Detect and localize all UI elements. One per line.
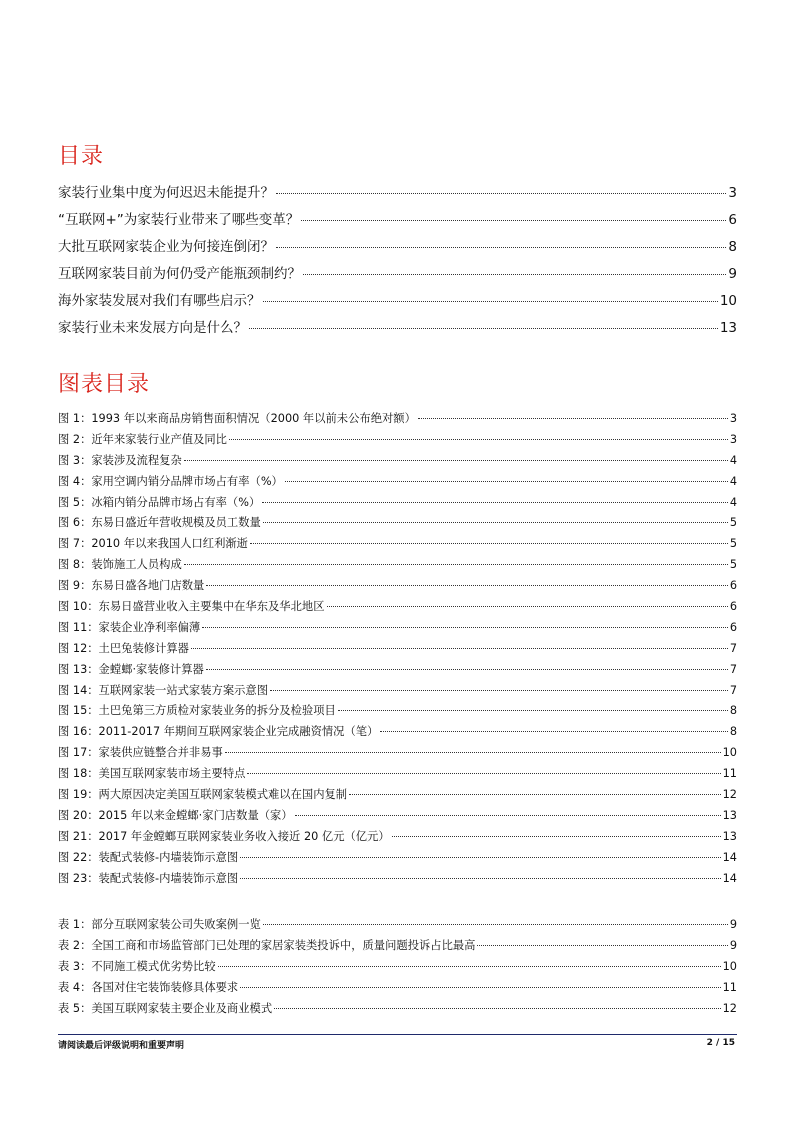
dot-leader (225, 752, 721, 753)
figure-entry[interactable] (58, 661, 737, 682)
figure-entry-text: 图 14：互联网家装一站式家装方案示意图 (58, 683, 269, 697)
figure-entry-text: 图 13：金螳螂·家装修计算器 (58, 662, 204, 676)
table-entry-text: 表 5：美国互联网家装主要企业及商业模式 (58, 1001, 273, 1015)
figure-entry-text: 图 19：两大原因决定美国互联网家装模式难以在国内复制 (58, 788, 348, 802)
toc-list (58, 181, 737, 343)
toc-entry-page: 6 (728, 212, 737, 228)
figure-entry-page: 6 (729, 579, 737, 593)
figure-entry-text: 图 9：东易日盛各地门店数量 (58, 579, 205, 593)
dot-leader (250, 543, 728, 544)
toc-entry-text: 互联网家装目前为何仍受产能瓶颈制约？ (58, 266, 301, 282)
dot-leader (270, 690, 728, 691)
toc-entry[interactable] (58, 289, 737, 316)
dot-leader (218, 966, 721, 967)
dot-leader (240, 987, 720, 988)
dot-leader (295, 815, 721, 816)
page-number: 2 / 15 (706, 1038, 735, 1048)
toc-entry-text: 大批互联网家装企业为何接连倒闭？ (58, 239, 274, 255)
table-entry-page: 9 (729, 918, 737, 931)
dot-leader (276, 193, 726, 194)
figure-entry-page: 13 (722, 829, 737, 843)
table-entry-page: 12 (722, 1001, 737, 1015)
toc-entry-page: 10 (719, 293, 737, 309)
table-entry-text: 表 1：部分互联网家装公司失败案例一览 (58, 918, 261, 931)
figure-entry[interactable] (58, 849, 737, 870)
dot-leader (303, 274, 726, 275)
figure-entry-page: 5 (729, 537, 737, 551)
figure-entry-text: 图 1：1993 年以来商品房销售面积情况（2000 年以前未公布绝对额） (58, 412, 416, 425)
dot-leader (477, 945, 727, 946)
toc-entry[interactable] (58, 208, 737, 235)
table-entry[interactable] (58, 979, 737, 1000)
toc-entry-page: 8 (728, 239, 737, 255)
dot-leader (338, 710, 728, 711)
figure-entry-text: 图 23：装配式装修-内墙装饰示意图 (58, 871, 239, 885)
dot-leader (418, 418, 728, 419)
figure-entry-page: 6 (729, 620, 737, 634)
figure-entry[interactable] (58, 514, 737, 535)
table-entry-text: 表 2：全国工商和市场监管部门已处理的家居家装类投诉中，质量问题投诉占比最高 (58, 938, 476, 952)
figure-entry[interactable] (58, 577, 737, 598)
figure-entry-page: 7 (729, 662, 737, 676)
toc-entry-text: 家装行业未来发展方向是什么？ (58, 320, 247, 336)
figure-entry-text: 图 18：美国互联网家装市场主要特点 (58, 767, 246, 781)
dot-leader (263, 522, 728, 523)
table-entry-page: 10 (722, 959, 737, 973)
table-entry-text: 表 3：不同施工模式优劣势比较 (58, 959, 216, 973)
toc-entry-page: 3 (728, 185, 737, 201)
dot-leader (206, 669, 728, 670)
table-entry-page: 9 (729, 938, 737, 952)
figure-entry[interactable] (58, 556, 737, 577)
figure-entry[interactable] (58, 702, 737, 723)
table-entry[interactable] (58, 1000, 737, 1021)
figure-entry[interactable] (58, 786, 737, 807)
toc-entry[interactable] (58, 262, 737, 289)
figure-entry-text: 图 4：家用空调内销分品牌市场占有率（%） (58, 474, 283, 488)
toc-entry-text: 海外家装发展对我们有哪些启示？ (58, 293, 261, 309)
dot-leader (262, 502, 728, 503)
figure-entry-text: 图 20：2015 年以来金螳螂·家门店数量（家） (58, 808, 293, 822)
figure-entry-page: 4 (729, 495, 737, 509)
table-entry[interactable] (58, 937, 737, 958)
figure-entry-page: 8 (729, 704, 737, 718)
figure-entry-text: 图 22：装配式装修-内墙装饰示意图 (58, 850, 239, 864)
toc-entry-page: 13 (719, 320, 737, 336)
figure-entry-text: 图 3：家装涉及流程复杂 (58, 453, 182, 467)
figure-entry[interactable] (58, 473, 737, 494)
figure-entry[interactable] (58, 410, 737, 431)
footer-divider (58, 1034, 737, 1035)
dot-leader (240, 878, 720, 879)
table-list (58, 916, 737, 1020)
figure-entry-page: 3 (729, 412, 737, 425)
figure-entry[interactable] (58, 452, 737, 473)
figure-entry-page: 5 (729, 558, 737, 572)
figure-entry-text: 图 7：2010 年以来我国人口红利渐逝 (58, 537, 248, 551)
figure-entry[interactable] (58, 807, 737, 828)
figure-list-title: 图表目录 (58, 372, 151, 397)
dot-leader (263, 301, 718, 302)
figure-entry[interactable] (58, 494, 737, 515)
dot-leader (380, 731, 727, 732)
figure-entry[interactable] (58, 619, 737, 640)
dot-leader (247, 773, 720, 774)
table-entry-text: 表 4：各国对住宅装饰装修具体要求 (58, 980, 239, 994)
dot-leader (184, 460, 728, 461)
figure-entry-page: 7 (729, 683, 737, 697)
figure-entry-page: 14 (722, 850, 737, 864)
toc-title: 目录 (58, 144, 105, 169)
figure-entry-page: 12 (722, 788, 737, 802)
figure-entry-text: 图 5：冰箱内销分品牌市场占有率（%） (58, 495, 261, 509)
dot-leader (274, 1008, 721, 1009)
figure-entry-text: 图 8：装饰施工人员构成 (58, 558, 182, 572)
figure-entry-page: 8 (729, 725, 737, 739)
toc-entry[interactable] (58, 316, 737, 343)
dot-leader (285, 481, 728, 482)
figure-entry-text: 图 11：家装企业净利率偏薄 (58, 620, 201, 634)
toc-entry[interactable] (58, 181, 737, 208)
toc-entry[interactable] (58, 235, 737, 262)
dot-leader (191, 648, 728, 649)
figure-entry[interactable] (58, 744, 737, 765)
figure-entry-text: 图 21：2017 年金螳螂互联网家装业务收入接近 20 亿元（亿元） (58, 829, 390, 843)
dot-leader (349, 794, 721, 795)
toc-entry-text: “互联网+”为家装行业带来了哪些变革？ (58, 212, 300, 228)
figure-entry-page: 4 (729, 453, 737, 467)
figure-entry-text: 图 16：2011-2017 年期间互联网家装企业完成融资情况（笔） (58, 725, 379, 739)
toc-entry-text: 家装行业集中度为何迟迟未能提升？ (58, 185, 274, 201)
dot-leader (276, 247, 726, 248)
figure-entry-page: 6 (729, 600, 737, 614)
dot-leader (301, 220, 726, 221)
dot-leader (327, 606, 728, 607)
figure-entry[interactable] (58, 765, 737, 786)
figure-entry-page: 11 (722, 767, 737, 781)
dot-leader (229, 439, 728, 440)
dot-leader (249, 328, 718, 329)
figure-entry[interactable] (58, 870, 737, 891)
dot-leader (392, 836, 721, 837)
figure-entry-page: 7 (729, 641, 737, 655)
figure-entry-text: 图 10：东易日盛营业收入主要集中在华东及华北地区 (58, 600, 325, 614)
dot-leader (202, 627, 728, 628)
figure-entry-text: 图 2：近年来家装行业产值及同比 (58, 432, 227, 446)
figure-entry[interactable] (58, 682, 737, 703)
dot-leader (184, 564, 728, 565)
figure-entry-text: 图 6：东易日盛近年营收规模及员工数量 (58, 516, 261, 530)
dot-leader (263, 924, 728, 925)
figure-entry[interactable] (58, 431, 737, 452)
figure-entry-text: 图 15：土巴兔第三方质检对家装业务的拆分及检验项目 (58, 704, 336, 718)
figure-entry-page: 5 (729, 516, 737, 530)
toc-entry-page: 9 (728, 266, 737, 282)
dot-leader (240, 857, 720, 858)
figure-entry-page: 14 (722, 871, 737, 885)
figure-entry-page: 10 (722, 746, 737, 760)
figure-entry-text: 图 17：家装供应链整合并非易事 (58, 746, 223, 760)
figure-entry[interactable] (58, 723, 737, 744)
figure-entry-page: 3 (729, 432, 737, 446)
dot-leader (206, 585, 727, 586)
figure-entry-page: 13 (722, 808, 737, 822)
figure-entry[interactable] (58, 535, 737, 556)
table-entry[interactable] (58, 958, 737, 979)
figure-entry-text: 图 12：土巴兔装修计算器 (58, 641, 189, 655)
figure-entry[interactable] (58, 640, 737, 661)
figure-entry[interactable] (58, 828, 737, 849)
figure-entry-page: 4 (729, 474, 737, 488)
table-entry[interactable] (58, 916, 737, 937)
figure-list (58, 410, 737, 890)
footer-disclaimer: 请阅读最后评级说明和重要声明 (58, 1041, 185, 1051)
figure-entry[interactable] (58, 598, 737, 619)
table-entry-page: 11 (722, 980, 737, 994)
